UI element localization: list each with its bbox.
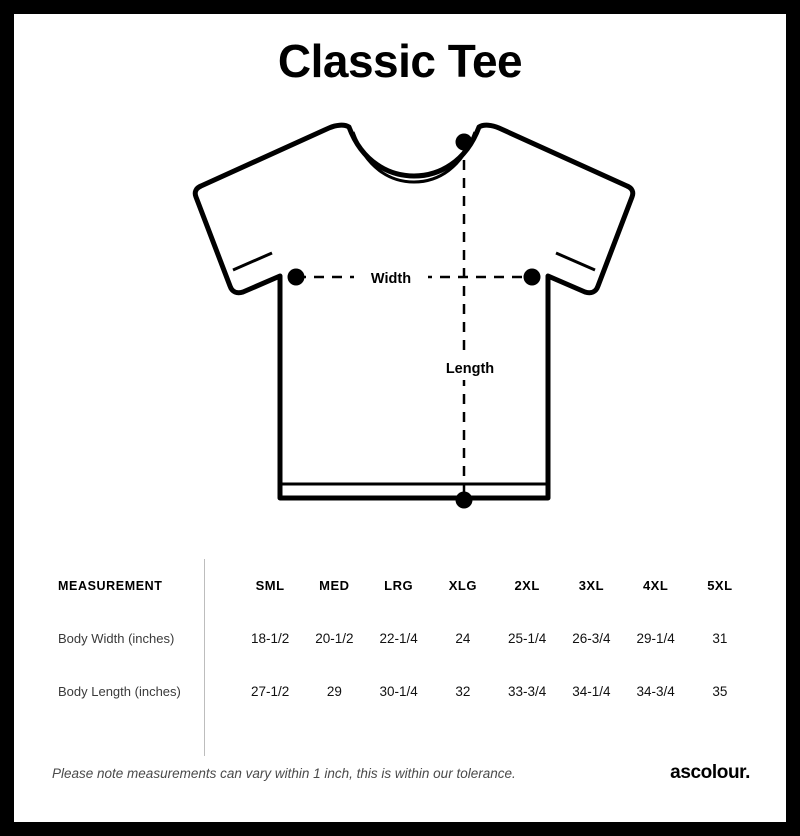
- length-label: Length: [445, 361, 495, 377]
- size-header-xlg: XLG: [448, 578, 477, 593]
- size-header-3xl: 3XL: [578, 578, 605, 593]
- cell-body-width-3xl: 26-3/4: [572, 631, 611, 646]
- measurement-header: MEASUREMENT: [58, 578, 163, 593]
- cell-body-length-4xl: 34-3/4: [636, 684, 675, 699]
- size-header-2xl: 2XL: [514, 578, 540, 593]
- tshirt-diagram: [14, 102, 786, 542]
- size-header-5xl: 5XL: [707, 578, 733, 593]
- table-row: [52, 612, 752, 665]
- size-table: [52, 559, 752, 718]
- size-header-sml: SML: [255, 578, 285, 593]
- cell-body-width-med: 20-1/2: [315, 631, 354, 646]
- table-row: [52, 665, 752, 718]
- size-header-lrg: LRG: [384, 578, 414, 593]
- length-endpoint-top: [456, 134, 473, 151]
- cell-body-width-sml: 18-1/2: [250, 631, 290, 646]
- cell-body-width-5xl: 31: [712, 631, 728, 646]
- page-title: Classic Tee: [277, 35, 523, 87]
- tolerance-note: Please note measurements can vary within 1 inch, this is within our tolerance.: [52, 766, 516, 781]
- width-endpoint-right: [524, 269, 541, 286]
- width-endpoint-left: [288, 269, 305, 286]
- width-label: Width: [370, 271, 412, 287]
- cell-body-length-xlg: 32: [455, 684, 471, 699]
- cell-body-length-med: 29: [326, 684, 342, 699]
- cell-body-width-2xl: 25-1/4: [507, 631, 547, 646]
- cell-body-width-lrg: 22-1/4: [379, 631, 418, 646]
- size-header-4xl: 4XL: [642, 578, 669, 593]
- cell-body-length-lrg: 30-1/4: [379, 684, 418, 699]
- size-table-wrap: [52, 559, 752, 718]
- length-endpoint-bottom: [456, 492, 473, 509]
- cell-body-length-5xl: 35: [712, 684, 728, 699]
- size-header-med: MED: [319, 578, 350, 593]
- row-label-body-width: Body Width (inches): [58, 631, 175, 646]
- size-chart-sheet: [14, 14, 786, 822]
- cell-body-length-sml: 27-1/2: [250, 684, 290, 699]
- cell-body-width-xlg: 24: [455, 631, 471, 646]
- table-header-row: [52, 559, 752, 612]
- cell-body-length-3xl: 34-1/4: [572, 684, 611, 699]
- cell-body-width-4xl: 29-1/4: [636, 631, 675, 646]
- row-label-body-length: Body Length (inches): [58, 684, 181, 699]
- cell-body-length-2xl: 33-3/4: [507, 684, 547, 699]
- brand-logo: ascolour.: [670, 762, 750, 783]
